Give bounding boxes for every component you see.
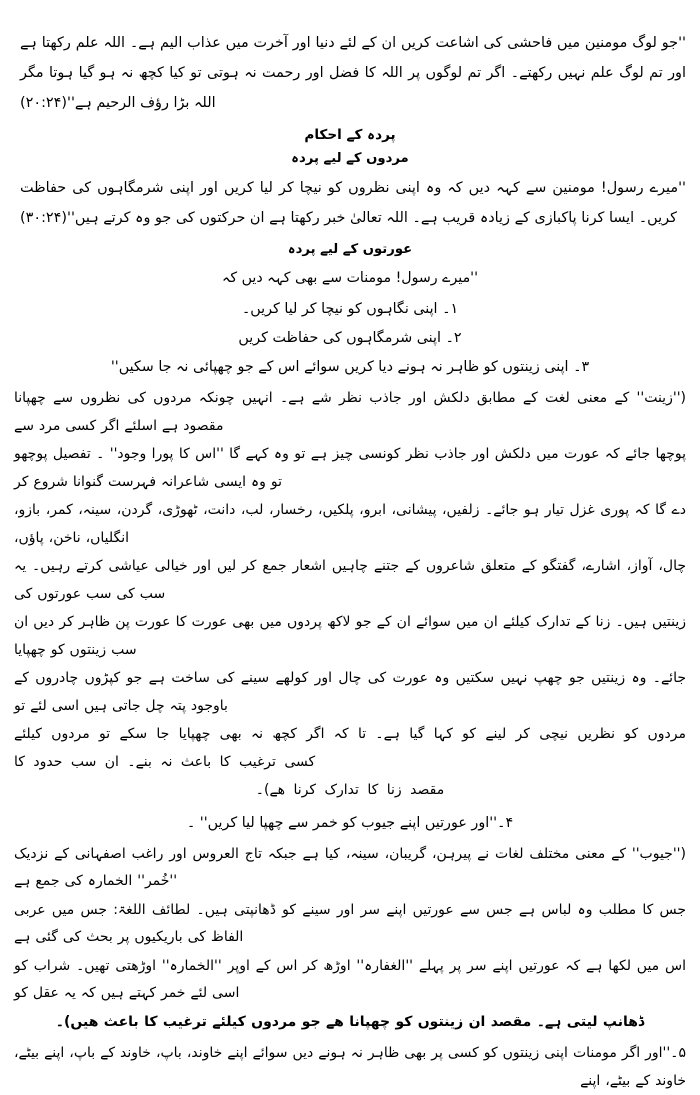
commentary-line: زینتیں ہیں۔ زنا کے تدارک کیلئے ان میں سوائے ان کے جو لاکھ پردوں میں بھی عورت کا عورت پن ظاہر کر دیں ان سب زینتوں کو چھپایا [14,614,686,658]
list-item: ۳۔ اپنی زینتوں کو ظاہر نہ ہونے دیا کریں سوائے اس کے جو چھپائی نہ جا سکیں'' [110,359,590,375]
women-intro-line: ''میرے رسول! مومنات سے بھی کہہ دیں کہ [222,270,478,286]
opening-verse-paragraph: ''جو لوگ مومنین میں فاحشی کی اشاعت کریں ان کے لئے دنیا اور آخرت میں عذاب الیم ہے۔ اللہ علم رکھتا ہے اور تم لوگ علم نہیں رکھتے۔ اگر تم لوگوں پر اللہ کا فضل اور رحمت نہ ہوتی تو کیا کچھ نہ ہو گیا ہوتا مگر اللہ بڑا رؤف الرحیم ہے''(۲۰:۲۴) [20,35,686,111]
commentary-line: چال، آواز، اشارے، گفتگو کے متعلق شاعروں کے جتنے چاہیں اشعار جمع کر لیں اور خیالی عیاشی کرتے رہیں۔ یہ سب کی سب عورتوں کی [14,558,686,602]
list-item: ۵۔''اور اگر مومنات اپنی زینتوں کو کسی پر بھی ظاہر نہ ہونے دیں سوائے اپنے خاوند، باپ، خاوند کے باپ، اپنے بیٹے، خاوند کے بیٹے، اپنے [14,1045,686,1089]
closing-emphasis-text: ڈھانپ لیتی ہے۔ مقصد ان زینتوں کو چھپانا ھے جو مردوں کیلئے ترغیب کا باعث ھیں)۔ [55,1013,645,1030]
list-item: ۲۔ اپنی شرمگاہوں کی حفاظت کریں [238,330,462,346]
heading-purdah-rulings: پردہ کے احکام [304,127,396,143]
commentary-line-closing: مقصد زنا کا تدارک کرنا ھے)۔ [255,782,445,798]
commentary-line: دے گا کہ پوری غزل تیار ہو جائے۔ زلفیں، پیشانی، ابرو، پلکیں، رخسار، لب، دانت، ٹھوڑی، گردن، سینہ، کمر، بازو، انگلیاں، ناخن، پاؤں، [14,502,686,546]
commentary-line: پوچھا جائے کہ عورت میں دلکش اور جاذب نظر کونسی چیز ہے تو وہ کہے گا ''اس کا پورا وجود'' ۔ تفصیل پوچھو تو وہ ایسی شاعرانہ فہرست گنوانا شروع کر [14,446,686,490]
commentary-line: (''زینت'' کے معنی لغت کے مطابق دلکش اور جاذب نظر شے ہے۔ انہیں چونکہ مردوں کی نظروں سے چھپانا مقصود ہے اسلئے اگر کسی مرد سے [14,390,686,434]
commentary-line: جس کا مطلب وہ لباس ہے جس سے عورتیں اپنے سر اور سینے کو ڈھانپتی ہیں۔ لطائف اللغۃ: جس میں عربی الفاظ کی باریکیوں پر بحث کی گئی ہے [14,901,686,945]
commentary-line-closing-bold [14,1009,686,1037]
commentary-line: مردوں کو نظریں نیچی کر لینے کو کہا گیا ہے۔ تا کہ اگر کچھ نہ بھی چھپایا جا سکے تو مردوں کیلئے کسی ترغیب کا باعث نہ بنے۔ ان سب حدود کا [14,726,686,770]
heading-purdah-for-men: مردوں کے لیے پردہ [291,151,409,166]
list-item: ۱۔ اپنی نگاہوں کو نیچا کر لیا کریں۔ [241,301,459,317]
commentary-line: اس میں لکھا ہے کہ عورتیں اپنے سر پر پہلے ''الغفارہ'' اوڑھ کر اس کے اوپر ''الخمارہ'' اوڑھتی تھیں۔ شراب کو اسی لئے خمر کہتے ہیں کہ یہ عقل کو [14,957,686,1001]
commentary-line: (''جیوب'' کے معنی مختلف لغات نے پیرہن، گریبان، سینہ، کیا ہے جبکہ تاج العروس اور راغب اصفہانی کے نزدیک ''خُمر'' الخمارہ کی جمع ہے [14,845,686,889]
men-verse-paragraph: ''میرے رسول! مومنین سے کہہ دیں کہ وہ اپنی نظروں کو نیچا کر لیا کریں اور اپنی شرمگاہوں کی حفاظت کریں۔ ایسا کرنا پاکبازی کے زیادہ قریب ہے۔ اللہ تعالیٰ خبر رکھتا ہے ان حرکتوں کی جو وہ کرتے ہیں''(۳۰:۲۴) [20,180,686,226]
commentary-line: جائے۔ وہ زینتیں جو چھپ نہیں سکتیں وہ عورت کی چال اور کولھے سینے کی ساخت ہے جو کپڑوں چادروں کے باوجود پتہ چل جاتی ہیں اسی لئے تو [14,670,686,714]
heading-purdah-for-women: عورتوں کے لیے پردہ [287,242,413,257]
list-item: ۴۔''اور عورتیں اپنے جیوب کو خمر سے چھپا لیا کریں'' ۔ [186,814,514,831]
